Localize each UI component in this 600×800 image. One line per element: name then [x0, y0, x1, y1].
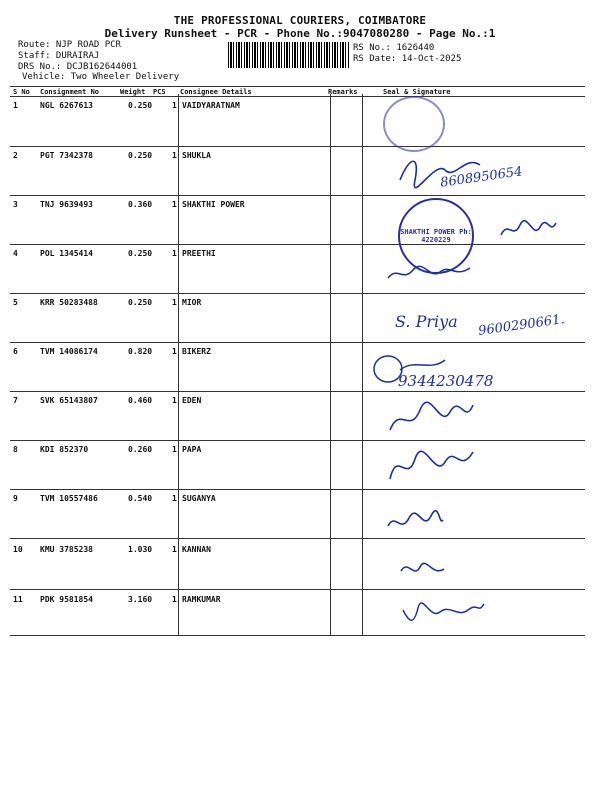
col-sno-header: S No: [13, 88, 30, 96]
row-weight: 0.260: [128, 445, 153, 454]
route-text: Route: NJP ROAD PCR: [18, 40, 121, 50]
row-divider: [10, 195, 585, 196]
row-consignment: PDK 9581854: [40, 595, 93, 604]
signature-row-4: [385, 258, 475, 288]
row-consignment: KMU 3785238: [40, 545, 93, 554]
row-consignment: POL 1345414: [40, 249, 93, 258]
row-pcs: 1: [172, 595, 177, 604]
row-weight: 3.160: [128, 595, 153, 604]
row-consignment: TVM 10557486: [40, 494, 98, 503]
row-consignee: KANNAN: [182, 545, 211, 554]
row-sno: 9: [13, 494, 18, 503]
row-weight: 0.250: [128, 151, 153, 160]
stamp-text-row-3: SHAKTHI POWER Ph: 4220229: [400, 228, 472, 244]
row-sno: 8: [13, 445, 18, 454]
row-divider: [10, 146, 585, 147]
signature-row-9: [385, 508, 445, 538]
row-consignee: SUGANYA: [182, 494, 216, 503]
row-consignee: PREETHI: [182, 249, 216, 258]
col-consignment-header: Consignment No: [40, 88, 100, 96]
row-consignment: TNJ 9639493: [40, 200, 93, 209]
table-top-rule: [10, 86, 585, 87]
signature-row-8: [385, 444, 475, 488]
vehicle-text: Vehicle: Two Wheeler Delivery: [22, 72, 180, 82]
col-divider-seal: [362, 94, 363, 635]
rs-date: RS Date: 14-Oct-2025: [353, 54, 462, 64]
row-consignee: SHAKTHI POWER: [182, 200, 245, 209]
row-pcs: 1: [172, 494, 177, 503]
col-divider-remarks: [330, 94, 331, 635]
row-weight: 0.820: [128, 347, 153, 356]
row-sno: 7: [13, 396, 18, 405]
row-sno: 3: [13, 200, 18, 209]
company-title: THE PROFESSIONAL COURIERS, COIMBATORE: [173, 14, 427, 27]
phone-row-2: 8608950654: [439, 164, 524, 191]
row-consignment: SVK 65143807: [40, 396, 98, 405]
row-sno: 2: [13, 151, 18, 160]
col-pcs-header: PCS: [153, 88, 166, 96]
rs-number: RS No.: 1626440: [353, 43, 435, 53]
row-divider: [10, 293, 585, 294]
row-consignee: PAPA: [182, 445, 202, 454]
row-pcs: 1: [172, 151, 177, 160]
row-divider: [10, 489, 585, 490]
row-pcs: 1: [172, 249, 177, 258]
row-pcs: 1: [172, 396, 177, 405]
staff-text: Staff: DURAIRAJ: [18, 51, 100, 61]
col-divider-consignee: [178, 94, 179, 635]
row-weight: 0.250: [128, 249, 153, 258]
row-consignment: KRR 50283488: [40, 298, 98, 307]
signature-row-3: [498, 215, 558, 245]
row-pcs: 1: [172, 101, 177, 110]
row-divider: [10, 589, 585, 590]
col-seal-header: Seal & Signature: [383, 88, 451, 96]
row-sno: 1: [13, 101, 18, 110]
row-divider: [10, 538, 585, 539]
row-consignee: RAMKUMAR: [182, 595, 221, 604]
row-pcs: 1: [172, 347, 177, 356]
row-weight: 0.460: [128, 396, 153, 405]
table-header-rule: [10, 96, 585, 97]
signature-row-11: [400, 596, 485, 628]
phone-row-5: 9600290661.: [477, 312, 566, 339]
row-divider: [10, 391, 585, 392]
row-weight: 0.360: [128, 200, 153, 209]
row-consignee: MIOR: [182, 298, 202, 307]
row-pcs: 1: [172, 298, 177, 307]
row-sno: 10: [13, 545, 23, 554]
row-consignee: VAIDYARATNAM: [182, 101, 240, 110]
col-weight-header: Weight: [120, 88, 146, 96]
row-divider: [10, 440, 585, 441]
signature-row-10: [398, 555, 448, 583]
row-weight: 0.250: [128, 298, 153, 307]
row-weight: 1.030: [128, 545, 153, 554]
signature-row-7: [385, 400, 475, 440]
row-pcs: 1: [172, 545, 177, 554]
stamp-row-1: [383, 96, 445, 152]
col-consignee-header: Consignee Details: [180, 88, 252, 96]
row-sno: 6: [13, 347, 18, 356]
row-pcs: 1: [172, 200, 177, 209]
row-consignee: EDEN: [182, 396, 202, 405]
col-remarks-header: Remarks: [328, 88, 358, 96]
row-weight: 0.540: [128, 494, 153, 503]
signature-row-5: S. Priya: [395, 312, 458, 331]
table-bottom-rule: [10, 635, 585, 636]
runsheet-subtitle: Delivery Runsheet - PCR - Phone No.:9047080280 - Page No.:1: [104, 27, 496, 40]
row-pcs: 1: [172, 445, 177, 454]
row-consignment: TVM 14086174: [40, 347, 98, 356]
barcode-image: [228, 42, 350, 68]
row-sno: 4: [13, 249, 18, 258]
row-sno: 11: [13, 595, 23, 604]
row-sno: 5: [13, 298, 18, 307]
row-consignment: NGL 6267613: [40, 101, 93, 110]
row-consignment: KDI 852370: [40, 445, 89, 454]
drs-text: DRS No.: DCJB162644001: [18, 62, 138, 72]
row-divider: [10, 342, 585, 343]
row-consignee: SHUKLA: [182, 151, 211, 160]
row-consignment: PGT 7342378: [40, 151, 93, 160]
row-weight: 0.250: [128, 101, 153, 110]
row-consignee: BIKERZ: [182, 347, 211, 356]
phone-row-6: 9344230478: [398, 372, 494, 390]
